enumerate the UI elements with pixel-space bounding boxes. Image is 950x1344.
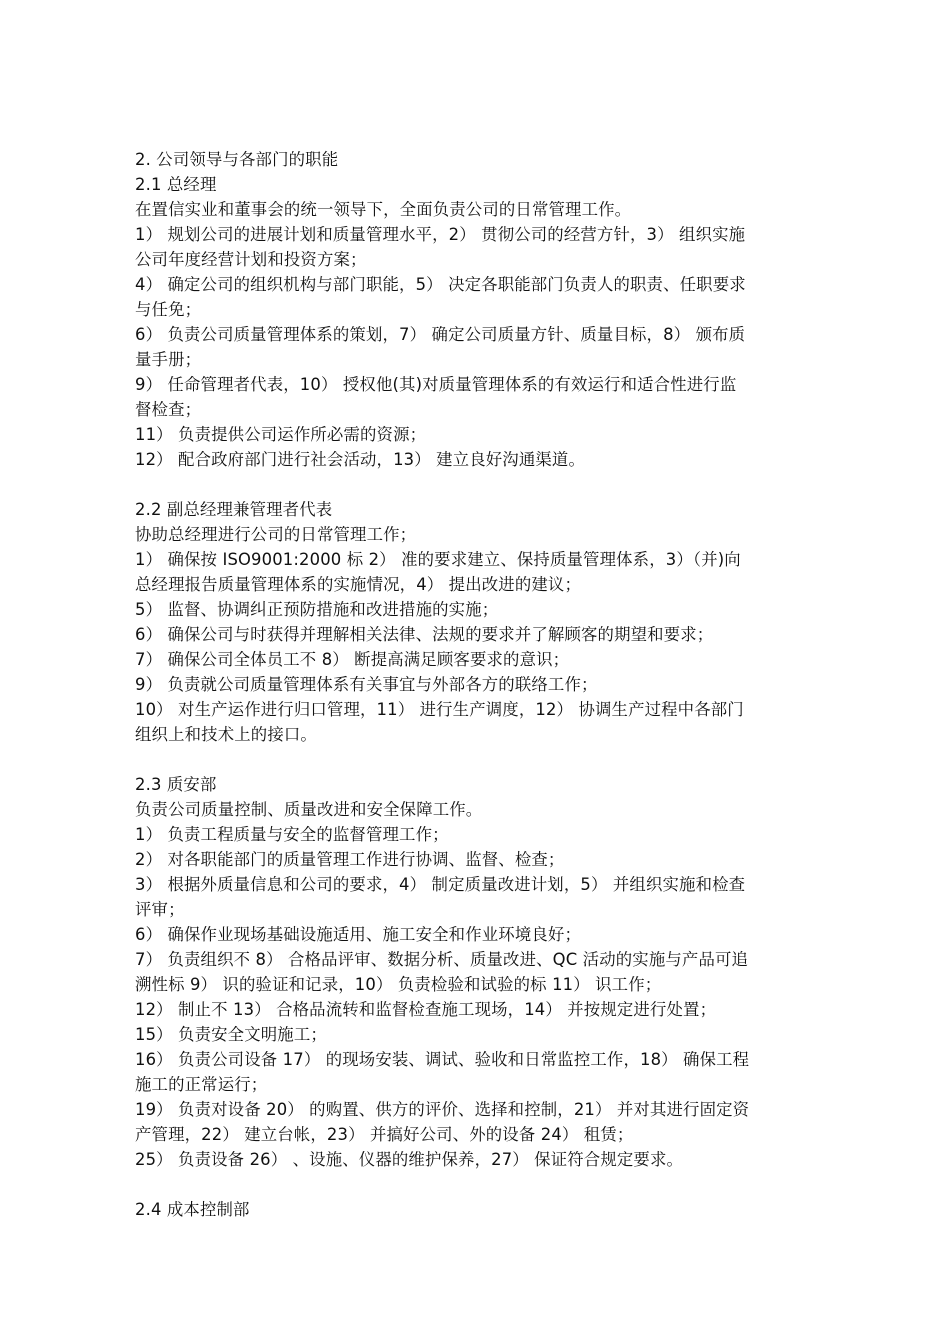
paragraph-line: 协助总经理进行公司的日常管理工作； [135,525,417,544]
paragraph-line: 9） 任命管理者代表，10） 授权他(其)对质量管理体系的有效运行和适合性进行监 [135,375,737,394]
paragraph-line: 6） 确保作业现场基础设施适用、施工安全和作业环境良好； [135,925,581,944]
paragraph-line: 25） 负责设备 26） 、设施、仪器的维护保养，27） 保证符合规定要求。 [135,1150,684,1169]
paragraph-line: 5） 监督、协调纠正预防措施和改进措施的实施； [135,600,499,619]
paragraph-line: 6） 确保公司与时获得并理解相关法律、法规的要求并了解顾客的期望和要求； [135,625,714,644]
section-title: 2.3 质安部 [135,775,217,794]
section-title: 2.1 总经理 [135,175,217,194]
paragraph-line: 与任免； [135,300,202,319]
paragraph-line: 16） 负责公司设备 17） 的现场安装、调试、验收和日常监控工作，18） 确保工程 [135,1050,750,1069]
paragraph-line: 4） 确定公司的组织机构与部门职能，5） 决定各职能部门负责人的职责、任职要求 [135,275,746,294]
paragraph-line: 总经理报告质量管理体系的实施情况，4） 提出改进的建议； [135,575,581,594]
paragraph-line: 11） 负责提供公司运作所必需的资源； [135,425,427,444]
section-spacer [135,472,825,497]
paragraph-line: 1） 规划公司的进展计划和质量管理水平，2） 贯彻公司的经营方针，3） 组织实施 [135,225,746,244]
document-heading: 2. 公司领导与各部门的职能 [135,150,339,169]
paragraph-line: 产管理，22） 建立台帐，23） 并搞好公司、外的设备 24） 租赁； [135,1125,634,1144]
paragraph-line: 负责公司质量控制、质量改进和安全保障工作。 [135,800,483,819]
paragraph-line: 1） 确保按 ISO9001:2000 标 2） 准的要求建立、保持质量管理体系，3）（并)向 [135,550,741,569]
section-title: 2.2 副总经理兼管理者代表 [135,500,333,519]
paragraph-line: 组织上和技术上的接口。 [135,725,317,744]
paragraph-line: 15） 负责安全文明施工； [135,1025,327,1044]
paragraph-line: 量手册； [135,350,202,369]
paragraph-line: 督检查； [135,400,202,419]
paragraph-line: 6） 负责公司质量管理体系的策划，7） 确定公司质量方针、质量目标，8） 颁布质 [135,325,746,344]
paragraph-line: 3） 根据外质量信息和公司的要求，4） 制定质量改进计划，5） 并组织实施和检查 [135,875,746,894]
paragraph-line: 9） 负责就公司质量管理体系有关事宜与外部各方的联络工作； [135,675,598,694]
section-title: 2.4 成本控制部 [135,1200,250,1219]
section-spacer [135,747,825,772]
paragraph-line: 2） 对各职能部门的质量管理工作进行协调、监督、检查； [135,850,565,869]
paragraph-line: 12） 制止不 13） 合格品流转和监督检查施工现场，14） 并按规定进行处置； [135,1000,717,1019]
paragraph-line: 施工的正常运行； [135,1075,268,1094]
document-page [135,147,825,1222]
paragraph-line: 19） 负责对设备 20） 的购置、供方的评价、选择和控制，21） 并对其进行固定资 [135,1100,750,1119]
section-spacer [135,1172,825,1197]
paragraph-line: 7） 负责组织不 8） 合格品评审、数据分析、质量改进、QC 活动的实施与产品可追 [135,950,749,969]
paragraph-line: 在置信实业和董事会的统一领导下，全面负责公司的日常管理工作。 [135,200,632,219]
paragraph-line: 10） 对生产运作进行归口管理，11） 进行生产调度，12） 协调生产过程中各部门 [135,700,744,719]
paragraph-line: 1） 负责工程质量与安全的监督管理工作； [135,825,449,844]
paragraph-line: 公司年度经营计划和投资方案； [135,250,367,269]
paragraph-line: 7） 确保公司全体员工不 8） 断提高满足顾客要求的意识； [135,650,570,669]
paragraph-line: 评审； [135,900,185,919]
paragraph-line: 溯性标 9） 识的验证和记录，10） 负责检验和试验的标 11） 识工作； [135,975,662,994]
paragraph-line: 12） 配合政府部门进行社会活动，13） 建立良好沟通渠道。 [135,450,586,469]
